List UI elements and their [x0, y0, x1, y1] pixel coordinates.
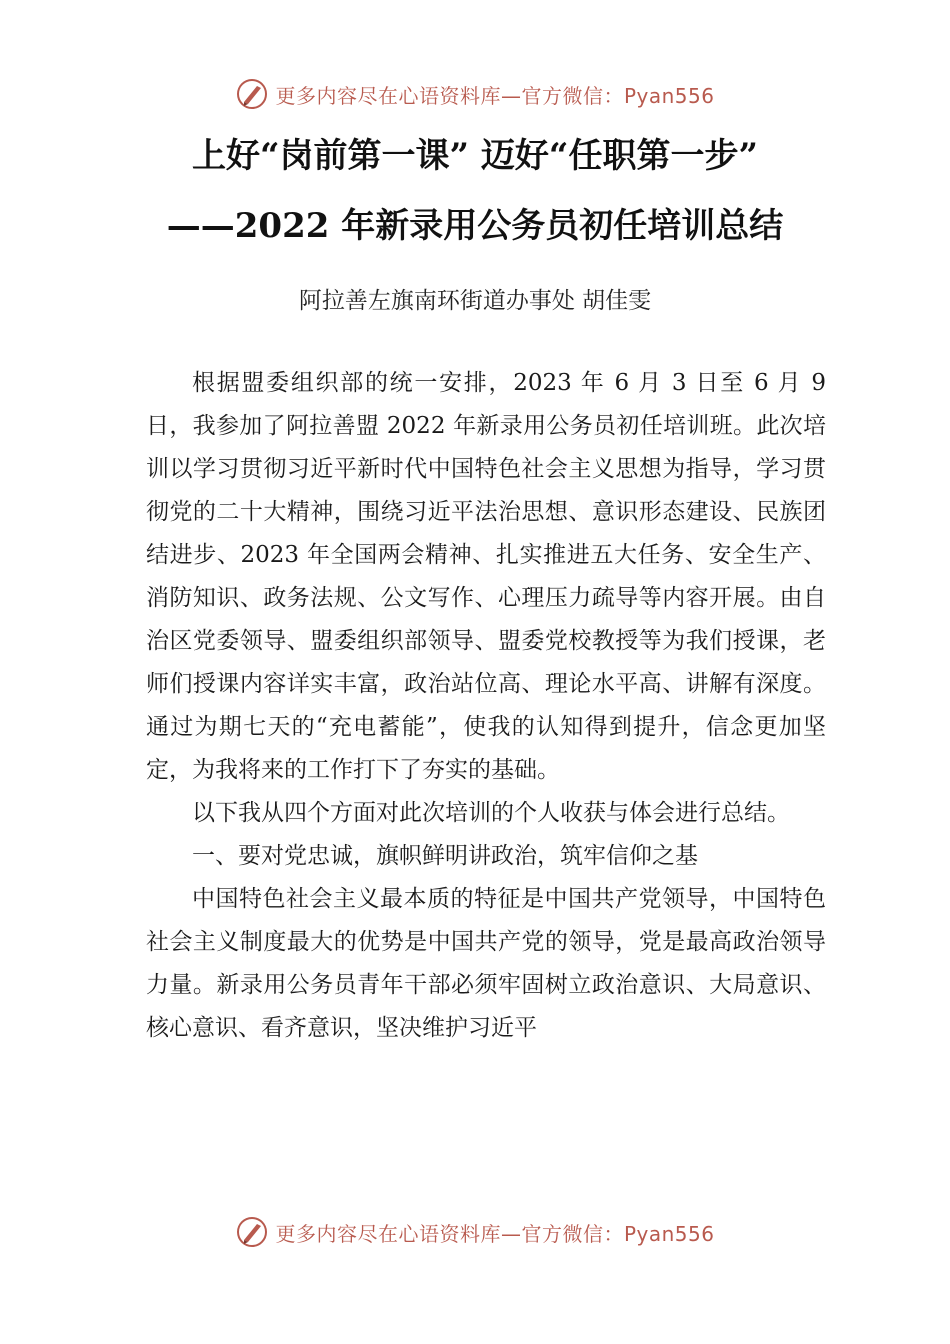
- footer-watermark: [0, 1212, 950, 1252]
- section-heading: 一、要对党忠诚，旗帜鲜明讲政治，筑牢信仰之基: [192, 843, 698, 869]
- watermark-text: 更多内容尽在心语资料库—官方微信：Pyan556: [275, 83, 715, 108]
- quill-logo-icon: [235, 77, 269, 111]
- watermark-text: 更多内容尽在心语资料库—官方微信：Pyan556: [275, 1221, 715, 1246]
- quill-logo-icon: [235, 1215, 269, 1249]
- document-author: 阿拉善左旗南环街道办事处 胡佳雯: [298, 288, 652, 314]
- paragraph: 根据盟委组织部的统一安排，2023 年 6 月 3 日至 6 月 9 日，我参加了阿拉善盟 2022 年新录用公务员初任培训班。此次培训以学习贯彻习近平新时代中国特色社会主义思想为指导，学习贯彻党的二十大精神，围绕习近平法治思想、意识形态建设、民族团结进步、2023 年全国两会精神、扎实推进五大任务、安全生产、消防知识、政务法规、公文写作、心理压力疏导等内容开展。由自治区党委领导、盟委组织部领导、盟委党校教授等为我们授课，老师们授课内容详实丰富，政治站位高、理论水平高、讲解有深度。通过为期七天的“充电蓄能”，使我的认知得到提升，信念更加坚定，为我将来的工作打下了夯实的基础。: [146, 370, 826, 783]
- header-watermark: [0, 74, 950, 114]
- document-subtitle: ——2022 年新录用公务员初任培训总结: [166, 206, 784, 246]
- paragraph: 以下我从四个方面对此次培训的个人收获与体会进行总结。: [192, 800, 790, 826]
- document-body: [146, 362, 826, 1050]
- document-title: 上好“岗前第一课” 迈好“任职第一步”: [191, 136, 759, 176]
- paragraph: 中国特色社会主义最本质的特征是中国共产党领导，中国特色社会主义制度最大的优势是中国共产党的领导，党是最高政治领导力量。新录用公务员青年干部必须牢固树立政治意识、大局意识、核心意识、看齐意识，坚决维护习近平: [146, 886, 826, 1041]
